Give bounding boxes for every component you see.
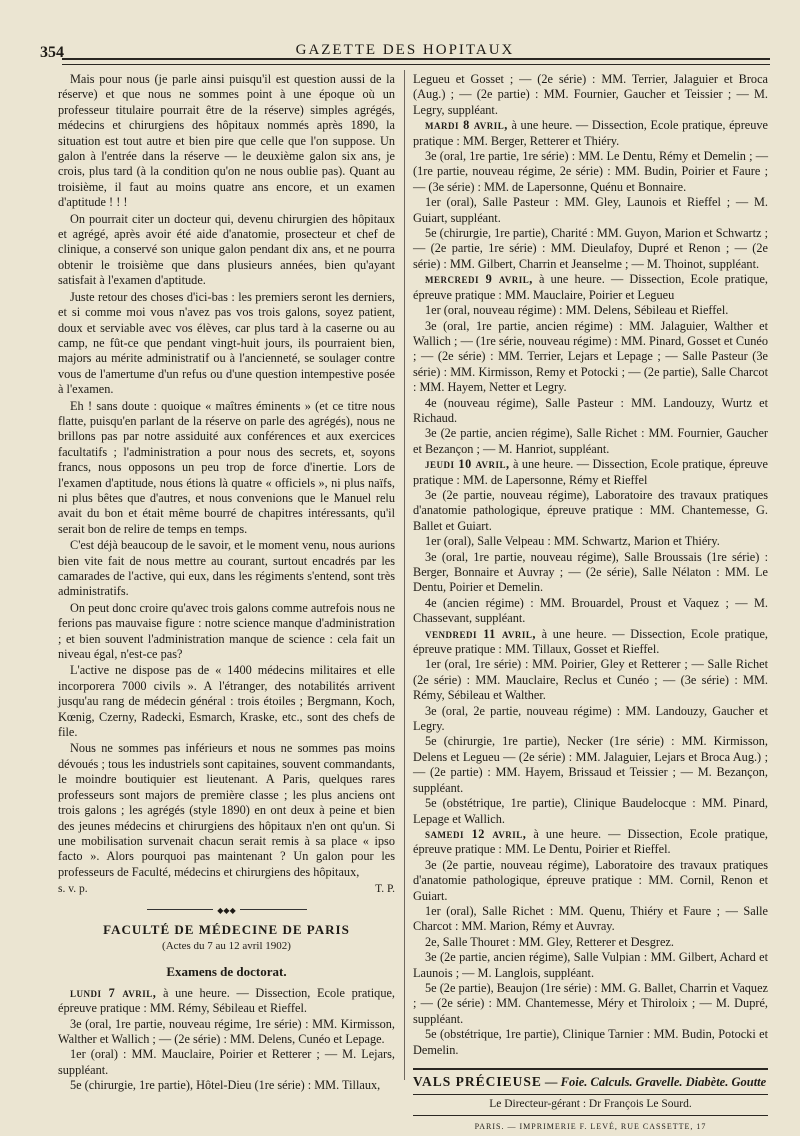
advertisement bbox=[413, 1068, 768, 1090]
entry-day: vendredi 11 avril, bbox=[425, 626, 536, 641]
page-number: 354 bbox=[40, 44, 64, 61]
subsection-title: Examens de doctorat. bbox=[166, 964, 287, 980]
exam-entry bbox=[413, 796, 768, 827]
entry-text: 1er (oral) : MM. Mauclaire, Poirier et Retterer ; — M. Lejars, suppléant. bbox=[58, 1047, 395, 1077]
entry-text: 5e (obstétrique, 1re partie), Clinique Tarnier : MM. Budin, Potocki et Demelin. bbox=[413, 1027, 768, 1057]
printer-line: PARIS. — IMPRIMERIE F. LEVÉ, RUE CASSETTE, 17 bbox=[474, 1121, 707, 1131]
right-column bbox=[413, 72, 768, 1134]
entry-day: mardi 8 avril, bbox=[425, 118, 508, 133]
paragraph: Mais pour nous (je parle ainsi puisqu'il est question aussi de la réserve) et que nous ne sommes point à une époque où un professeur titulaire pourrait être de la réserve) simples agrégés, médecins et chirurgiens des hôpitaux nommés après 1890, la situation est tout autre et bien pire que celle que l'on suppose. Un galon à l'entrée dans la réserve — le deuxième galon six ans, je crois, plus tard (à la condition qu'on ne nous oublie pas). Quant au troisième, il faut au moins quatre ans encore, et un examen d'aptitude ! ! ! bbox=[58, 72, 395, 210]
paragraph: Nous ne sommes pas inférieurs et nous ne sommes pas moins dévoués ; tous les industriels sont capitaines, souvent commandants, le moindre boutiquier est lieutenant. A Paris, quelques rares professeurs sont majors de première classe ; les plus anciens ont trois galons ; les agrégés (style 1890) en ont deux à peine et bien des jeunes médecins et chirurgiens des hôpitaux n'en ont qu'un. Si une mobilisation survenait chacun serait remis à sa place « ipso facto ». Alors pourquoi pas maintenant ? Un galon pour les professeurs de Faculté, médecins et chirurgiens des hôpitaux, bbox=[58, 741, 395, 879]
entry-day: lundi 7 avril, bbox=[70, 985, 157, 1000]
exam-entry bbox=[58, 1047, 395, 1078]
exam-entry bbox=[413, 303, 768, 318]
entry-text: 5e (chirurgie, 1re partie), Necker (1re série) : MM. Kirmisson, Delens et Legueu — (2e série) : MM. Jalaguier, Lejars et Broca Aug.) ; — (2e partie) : MM. Hayem, Brissaud et Teissier ; — M. Bezançon, suppléant. bbox=[413, 734, 768, 795]
entry-text: 1er (oral), Salle Richet : MM. Quenu, Thiéry et Faure ; — Salle Charcot : MM. Marion, Rémy et Auvray. bbox=[413, 903, 768, 934]
exam-entry bbox=[413, 272, 768, 303]
exam-entry bbox=[58, 986, 395, 1017]
exam-entry bbox=[413, 226, 768, 272]
exam-entry bbox=[413, 426, 768, 457]
entry-text: 4e (nouveau régime), Salle Pasteur : MM. Landouzy, Wurtz et Richaud. bbox=[413, 395, 768, 425]
exam-entry bbox=[413, 550, 768, 596]
exam-entry bbox=[413, 195, 768, 226]
entry-text: 3e (oral, 1re partie, nouveau régime, 1re série) : MM. Kirmisson, Walther et Wallich ; — (2e série) : MM. Delens, Cunéo et Lepage. bbox=[58, 1016, 395, 1046]
exam-entry bbox=[413, 534, 768, 549]
entry-text: 5e (2e partie), Beaujon (1re série) : MM. G. Ballet, Charrin et Vaquez ; — (2e série) : MM. Chantemesse, Méry et Thiroloix ; — M. Dupré, suppléant. bbox=[413, 980, 768, 1026]
ad-items: — Foie. Calculs. Gravelle. Diabète. Goutte bbox=[541, 1075, 767, 1089]
entry-text: Legueu et Gosset ; — (2e série) : MM. Terrier, Jalaguier et Broca (Aug.) ; — (2e partie) : MM. Fournier, Gaucher et Teissier ; — M. Legry, suppléant. bbox=[413, 72, 768, 117]
exam-entry bbox=[413, 704, 768, 735]
exam-entry bbox=[413, 396, 768, 427]
column-divider bbox=[404, 70, 405, 1080]
entry-text: 5e (obstétrique, 1re partie), Clinique Baudelocque : MM. Pinard, Lepage et Wallich. bbox=[413, 796, 768, 826]
left-paragraphs bbox=[58, 72, 395, 880]
entry-text: 1er (oral, nouveau régime) : MM. Delens, Sébileau et Rieffel. bbox=[425, 303, 729, 318]
entry-text: 3e (2e partie, ancien régime), Salle Vulpian : MM. Gilbert, Achard et Launois ; — M. Langlois, suppléant. bbox=[413, 950, 768, 980]
entry-text: 5e (chirurgie, 1re partie), Charité : MM. Guyon, Marion et Schwartz ; — (2e partie, 1re série) : MM. Dieulafoy, Dupré et Renon ; — (2e série) : MM. Gilbert, Charrin et Jeanselme ; — M. Thoinot, suppléant. bbox=[413, 226, 768, 271]
paragraph: On peut donc croire qu'avec trois galons comme autrefois nous ne ferions pas mauvaise figure : notre science manque d'administration ; et bien souvent l'administration manque de science : cela fait un niveau égal, n'est-ce pas? bbox=[58, 600, 395, 662]
entry-text: 3e (2e partie, ancien régime), Salle Richet : MM. Fournier, Gaucher et Bezançon ; — M. Hanriot, suppléant. bbox=[413, 426, 768, 456]
paragraph: C'est déjà beaucoup de le savoir, et le moment venu, nous aurions bien vite fait de nous mettre au courant, surtout encadrés par les camarades de l'active, qui eux, dans les régiments s'entend, sont très administratifs. bbox=[58, 538, 395, 599]
exam-entry bbox=[413, 488, 768, 534]
exam-entry bbox=[413, 118, 768, 149]
header-rule bbox=[62, 58, 770, 65]
signature-line bbox=[58, 882, 395, 897]
exam-entry bbox=[413, 1027, 768, 1058]
entry-text: 1er (oral, 1re série) : MM. Poirier, Gley et Retterer ; — Salle Richet (2e série) : MM. Mauclaire, Reclus et Cunéo ; — (3e série) : MM. Rémy, Sébileau et Walther. bbox=[413, 657, 768, 703]
exam-entry bbox=[413, 149, 768, 195]
paragraph: On pourrait citer un docteur qui, devenu chirurgien des hôpitaux et agrégé, après avoir été aide d'anatomie, prosecteur et chef de clinique, a conservé son unique galon pendant dix ans, et ne pourra obtenir le troisième que dans plusieurs années, bien qu'ayant satisfait à l'examen d'aptitude. bbox=[58, 211, 395, 288]
entry-text: 4e (ancien régime) : MM. Brouardel, Proust et Vaquez ; — M. Chassevant, suppléant. bbox=[413, 595, 768, 626]
entry-day: jeudi 10 avril, bbox=[425, 457, 510, 472]
exam-entry bbox=[58, 1017, 395, 1048]
ad-brand: VALS PRÉCIEUSE bbox=[413, 1074, 542, 1089]
exam-entry bbox=[413, 981, 768, 1027]
exam-entry bbox=[413, 319, 768, 396]
entry-text: 3e (2e partie, nouveau régime), Laboratoire des travaux pratiques d'anatomie pathologique, épreuve pratique : MM. Chantemesse, G. Ballet et Guiart. bbox=[413, 487, 768, 533]
exam-entry bbox=[413, 627, 768, 658]
right-exam-entries bbox=[413, 72, 768, 1058]
exam-entry bbox=[413, 596, 768, 627]
left-exam-entries bbox=[58, 986, 395, 1094]
entry-text: à une heure. — Dissection, Ecole pratique, épreuve pratique : MM. de Lapersonne, Rémy et Rieffel bbox=[413, 457, 768, 487]
entry-day: mercredi 9 avril, bbox=[425, 272, 533, 287]
exam-entry bbox=[413, 950, 768, 981]
entry-text: 3e (2e partie, nouveau régime), Laboratoire des travaux pratiques d'anatomie pathologique, épreuve pratique : MM. Cornil, Renon et Guiart. bbox=[413, 857, 768, 903]
left-column bbox=[58, 72, 395, 1094]
entry-text: 3e (oral, 1re partie, ancien régime) : MM. Jalaguier, Walther et Wallich ; — (1re série, nouveau régime) : MM. Pinard, Gosset et Cunéo ; — (2e série) : MM. Terrier, Lejars et Lepage ; — Salle Pasteur (3e série) : MM. Kirmisson, Remy et Potocki ; — (2e partie), Salle Charcot : MM. Hayem, Netter et Legry. bbox=[413, 318, 768, 395]
entry-text: 2e, Salle Thouret : MM. Gley, Retterer et Desgrez. bbox=[425, 934, 674, 949]
exam-entry bbox=[413, 734, 768, 796]
entry-text: 1er (oral), Salle Pasteur : MM. Gley, Launois et Rieffel ; — M. Guiart, suppléant. bbox=[413, 195, 768, 225]
entry-text: à une heure. — Dissection, Ecole pratique, épreuve pratique : MM. Tillaux, Gosset et Rieffel. bbox=[413, 626, 768, 657]
entry-day: samedi 12 avril, bbox=[425, 826, 527, 841]
journal-title: GAZETTE DES HOPITAUX bbox=[295, 42, 515, 58]
signature-left: s. v. p. bbox=[58, 883, 88, 896]
signature-right: T. P. bbox=[375, 883, 395, 896]
paragraph: Eh ! sans doute : quoique « maîtres éminents » (et ce titre nous flatte, puisqu'en parlant de la réserve on parle des agrégés), nous ne brillons pas par notre assiduité aux conférences et aux exercices facultatifs ; l'administration a pour nous des secrets, et, soyons francs, nous opposons un peu trop de force d'inertie. Lors de l'examen d'aptitude, nous étions là quatre « officiels », ni plus naïfs, ni plus bêtes que d'autres, et nous convenions que le Manuel relu avait du bon et était même bourré de chapitres intéressants, qu'il serait bon de relire de temps en temps. bbox=[58, 398, 395, 536]
entry-text: à une heure. — Dissection, Ecole pratique, épreuve pratique : MM. Rémy, Sébileau et Rieffel. bbox=[58, 985, 395, 1016]
entry-text: à une heure. — Dissection, Ecole pratique, épreuve pratique : MM. Mauclaire, Poirier et Legueu bbox=[413, 272, 768, 302]
exam-entry bbox=[413, 827, 768, 858]
section-title: FACULTÉ DE MÉDECINE DE PARIS bbox=[103, 921, 350, 937]
exam-entry bbox=[413, 904, 768, 935]
manager-line: Le Directeur-gérant : Dr François Le Sourd. bbox=[413, 1094, 768, 1115]
page-header bbox=[40, 40, 770, 70]
entry-text: 3e (oral, 1re partie, 1re série) : MM. Le Dentu, Rémy et Demelin ; — (1re partie, nouveau régime, 2e série) : MM. Budin, Poirier et Faure ; — (3e série) : MM. de Lapersonne, Quénu et Bonnaire. bbox=[413, 149, 768, 194]
section-subtitle: (Actes du 7 au 12 avril 1902) bbox=[162, 939, 291, 952]
entry-text: à une heure. — Dissection, Ecole pratique, épreuve pratique : MM. Le Dentu, Poirier et Rieffel. bbox=[413, 826, 768, 857]
exam-entry bbox=[413, 858, 768, 904]
entry-text: 1er (oral), Salle Velpeau : MM. Schwartz, Marion et Thiéry. bbox=[425, 534, 720, 549]
entry-text: 5e (chirurgie, 1re partie), Hôtel-Dieu (1re série) : MM. Tillaux, bbox=[70, 1078, 381, 1093]
exam-entry bbox=[413, 72, 768, 118]
exam-entry bbox=[413, 457, 768, 488]
entry-text: à une heure. — Dissection, Ecole pratique, épreuve pratique : MM. Berger, Retterer et Thiéry. bbox=[413, 118, 768, 148]
ornament-divider: ◆◆◆ bbox=[147, 906, 307, 912]
exam-entry bbox=[413, 657, 768, 703]
exam-entry bbox=[413, 935, 768, 950]
entry-text: 3e (oral, 1re partie, nouveau régime), Salle Broussais (1re série) : Berger, Bonnaire et Auvray ; — (2e série), Salle Nélaton : MM. Le Dentu, Poirier et Demelin. bbox=[413, 549, 768, 595]
entry-text: 3e (oral, 2e partie, nouveau régime) : MM. Landouzy, Gaucher et Legry. bbox=[413, 703, 768, 734]
paragraph: L'active ne dispose pas de « 1400 médecins militaires et elle incorporera 7000 civils ». A l'étranger, des notabilités arrivent jusqu'au rang de médecin général : trois étoiles ; Bergmann, Koch, Kœnig, Czerny, Radecki, Esmarch, Kraske, etc., sont des chefs de file. bbox=[58, 663, 395, 740]
exam-entry bbox=[58, 1078, 395, 1093]
paragraph: Juste retour des choses d'ici-bas : les premiers seront les derniers, et si comme moi vous n'avez pas vos trois galons, soyez patient, doux et serviable avec vos élèves, car plus tard à la caserne ou au camp, ne fût-ce que pendant vingt-huit jours, ils pourraient bien, majors au mérite administratif ou à l'ancienneté, se soulager contre vous de l'amertume d'un refus ou d'une question intempestive posée à l'examen. bbox=[58, 289, 395, 397]
